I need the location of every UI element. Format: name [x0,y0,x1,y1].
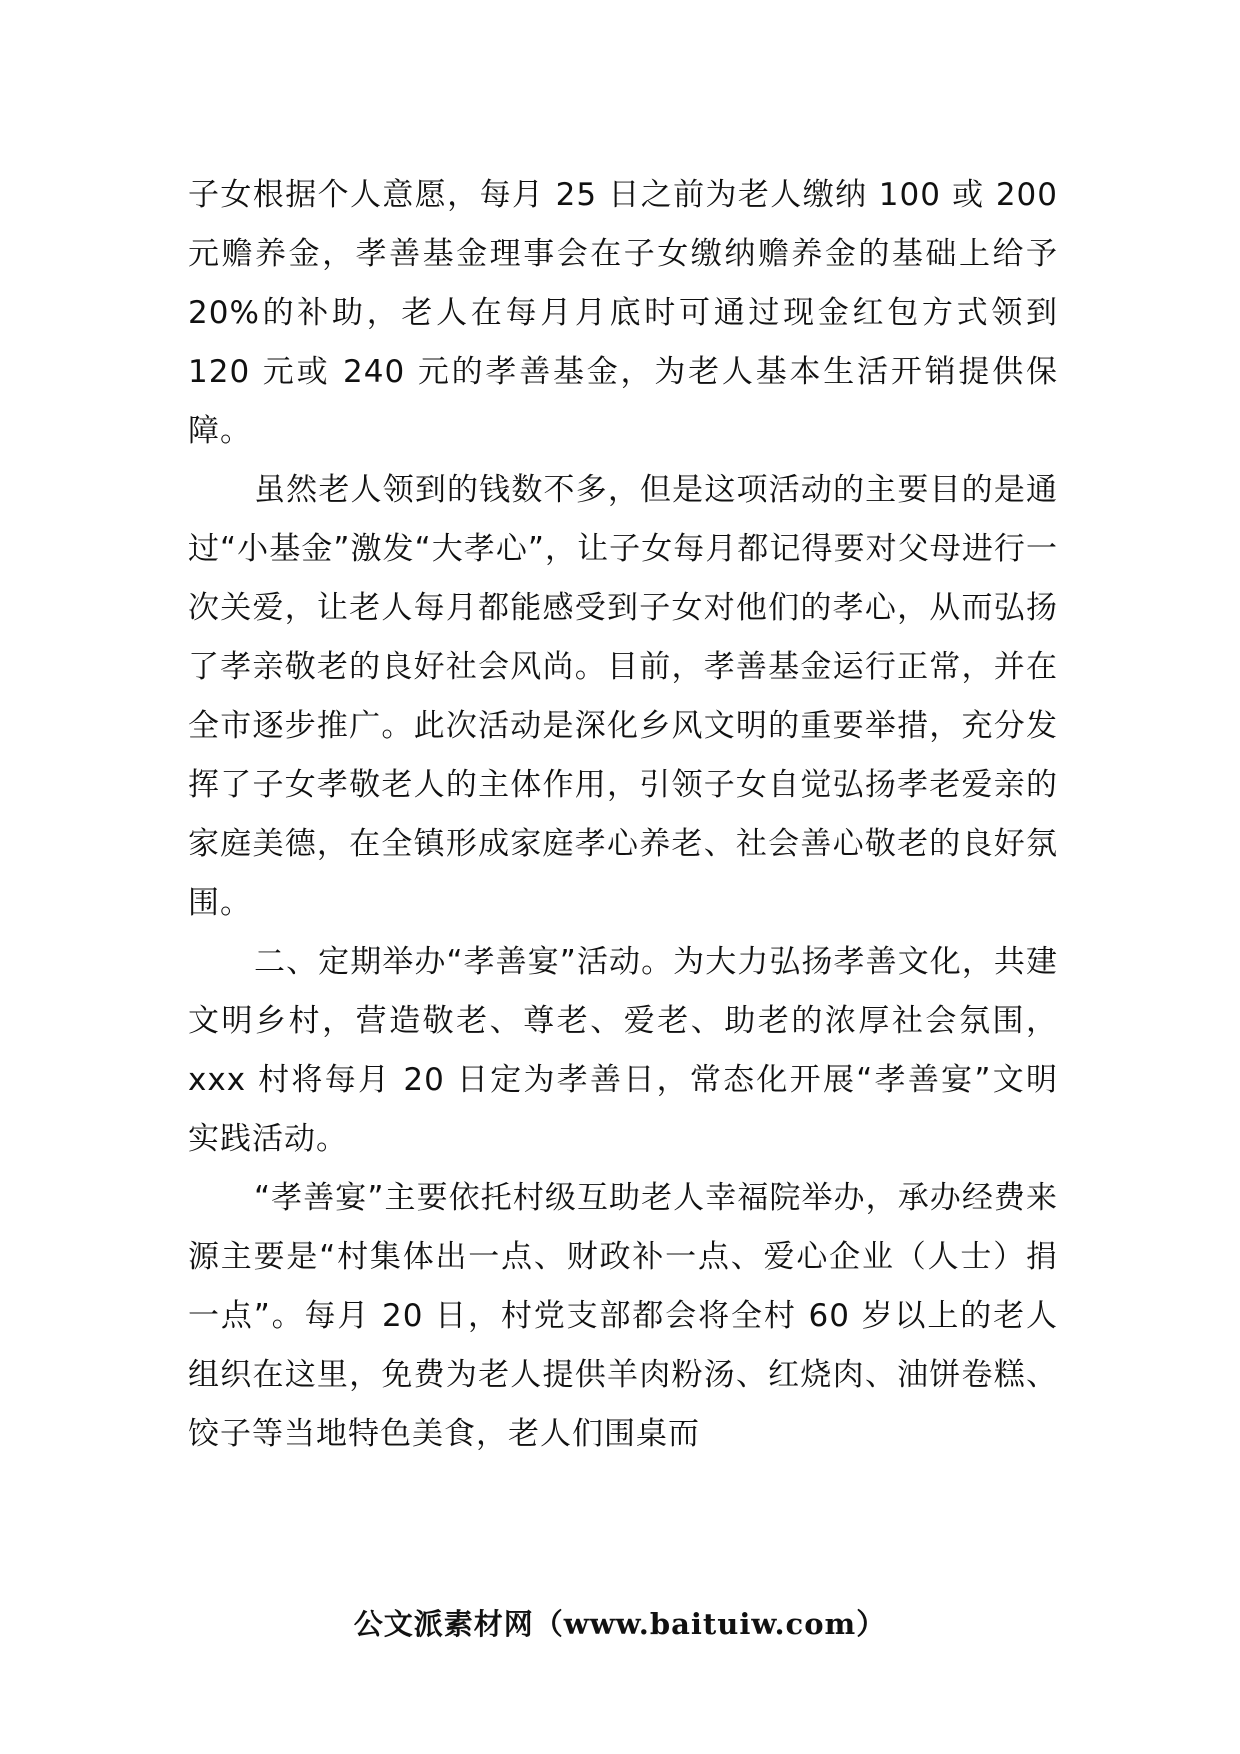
page-footer: 公文派素材网（www.baituiw.com） [353,1607,887,1641]
paragraph-1: 子女根据个人意愿，每月 25 日之前为老人缴纳 100 或 200 元赡养金，孝善基金理事会在子女缴纳赡养金的基础上给予 20%的补助，老人在每月月底时可通过现金红包方式领到 120 元或 240 元的孝善基金，为老人基本生活开销提供保障。 [188,177,1058,449]
paragraph-2: 虽然老人领到的钱数不多，但是这项活动的主要目的是通过“小基金”激发“大孝心”，让子女每月都记得要对父母进行一次关爱，让老人每月都能感受到子女对他们的孝心，从而弘扬了孝亲敬老的良好社会风尚。目前，孝善基金运行正常，并在全市逐步推广。此次活动是深化乡风文明的重要举措，充分发挥了子女孝敬老人的主体作用，引领子女自觉弘扬孝老爱亲的家庭美德，在全镇形成家庭孝心养老、社会善心敬老的良好氛围。 [188,472,1058,921]
document-body [188,166,1058,1464]
paragraph-4: “孝善宴”主要依托村级互助老人幸福院举办，承办经费来源主要是“村集体出一点、财政补一点、爱心企业（人士）捐一点”。每月 20 日，村党支部都会将全村 60 岁以上的老人组织在这里，免费为老人提供羊肉粉汤、红烧肉、油饼卷糕、饺子等当地特色美食，老人们围桌而 [188,1180,1058,1452]
paragraph-3: 二、定期举办“孝善宴”活动。为大力弘扬孝善文化，共建文明乡村，营造敬老、尊老、爱老、助老的浓厚社会氛围，xxx 村将每月 20 日定为孝善日，常态化开展“孝善宴”文明实践活动。 [188,944,1058,1157]
